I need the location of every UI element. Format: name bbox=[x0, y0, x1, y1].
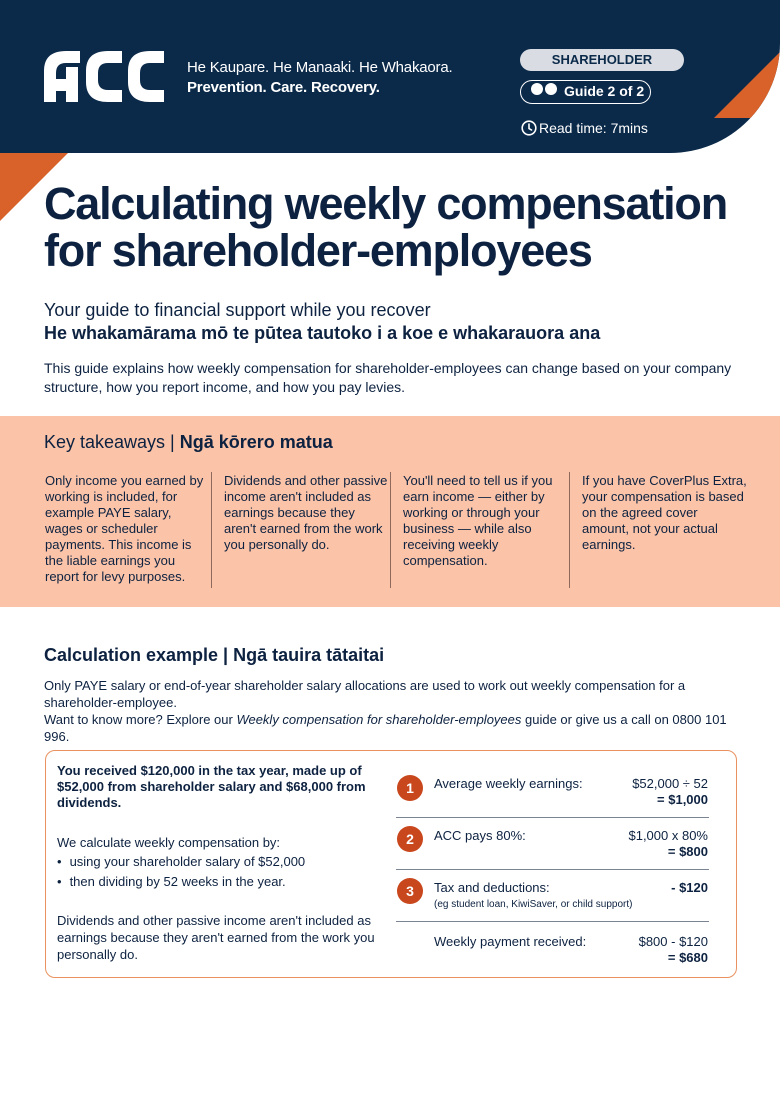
step-number: 3 bbox=[397, 878, 423, 904]
calculation-heading: Calculation example | Ngā tauira tātaitai bbox=[44, 645, 385, 665]
takeaway-item: You'll need to tell us if you earn income — either by working or through your business — while also receiving weekly compensation. bbox=[403, 473, 553, 568]
step-label: Average weekly earnings: bbox=[434, 776, 583, 791]
total-result: = $680 bbox=[667, 950, 708, 965]
tagline bbox=[187, 58, 452, 98]
read-time bbox=[521, 119, 648, 137]
guide-link[interactable]: Weekly compensation for shareholder-employees bbox=[236, 712, 522, 727]
method-bullet: • then dividing by 52 weeks in the year. bbox=[57, 873, 286, 890]
method-bullet: • using your shareholder salary of $52,000 bbox=[57, 853, 305, 870]
tagline-maori: He Kaupare. He Manaaki. He Whakaora. bbox=[187, 59, 453, 76]
clock-icon bbox=[521, 120, 537, 136]
step-calc: $52,000 ÷ 52 bbox=[632, 776, 708, 791]
total-calc: $800 - $120 bbox=[638, 934, 708, 949]
key-takeaways-heading: Key takeaways | Ngā kōrero matua bbox=[44, 432, 333, 452]
calculation-example-box bbox=[45, 750, 737, 978]
page-subtitle: Your guide to financial support while you recover bbox=[44, 300, 431, 320]
step-result: = $1,000 bbox=[657, 792, 708, 807]
example-lead: You received $120,000 in the tax year, made up of $52,000 from shareholder salary and $68,000 from dividends. bbox=[57, 763, 366, 810]
more-info-paragraph: Want to know more? Explore our Weekly compensation for shareholder-employees guide or give us a call on 0800 101 996. bbox=[44, 712, 727, 744]
total-label: Weekly payment received: bbox=[434, 934, 587, 949]
takeaway-item: Dividends and other passive income aren't included as earnings because they aren't earned from the work you personally do. bbox=[224, 473, 388, 552]
takeaway-item: Only income you earned by working is included, for example PAYE salary, wages or scheduler payments. This income is the liable earnings you report for levy purposes. bbox=[45, 473, 204, 584]
intro-paragraph: This guide explains how weekly compensation for shareholder-employees can change based on your company structure, how you report income, and how you pay levies. bbox=[44, 360, 732, 395]
takeaway-divider bbox=[390, 472, 391, 588]
step-divider bbox=[396, 921, 709, 922]
page-header bbox=[0, 0, 780, 153]
guide-badge-label: Guide 2 of 2 bbox=[564, 83, 645, 99]
guide-badge bbox=[520, 80, 651, 104]
header-accent-triangle bbox=[714, 52, 780, 118]
dividends-note: Dividends and other passive income aren't included as earnings because they aren't earned from the work you personally do. bbox=[57, 913, 375, 962]
read-time-label: Read time: 7mins bbox=[539, 120, 648, 136]
step-number: 1 bbox=[397, 775, 423, 801]
step-result: - $120 bbox=[671, 880, 708, 895]
calculation-intro bbox=[44, 677, 744, 745]
takeaway-divider bbox=[569, 472, 570, 588]
tagline-english: Prevention. Care. Recovery. bbox=[187, 79, 380, 96]
step-note: (eg student loan, KiwiSaver, or child support) bbox=[434, 899, 633, 910]
step-calc: $1,000 x 80% bbox=[628, 828, 708, 843]
step-number: 2 bbox=[397, 826, 423, 852]
acc-logo-icon bbox=[44, 49, 166, 107]
audience-badge: SHAREHOLDER bbox=[520, 49, 684, 71]
step-label: Tax and deductions: bbox=[434, 880, 550, 895]
page-subtitle-maori: He whakamārama mō te pūtea tautoko i a koe e whakarauora ana bbox=[44, 323, 601, 343]
step-result: = $800 bbox=[667, 844, 708, 859]
step-divider bbox=[396, 869, 709, 870]
step-label: ACC pays 80%: bbox=[434, 828, 526, 843]
takeaway-divider bbox=[211, 472, 212, 588]
step-divider bbox=[396, 817, 709, 818]
key-takeaways-section bbox=[0, 416, 780, 607]
takeaway-item: If you have CoverPlus Extra, your compensation is based on the agreed cover amount, not your actual earnings. bbox=[582, 473, 747, 552]
method-intro: We calculate weekly compensation by: bbox=[57, 835, 281, 850]
progress-dots-icon bbox=[531, 80, 559, 101]
calculation-paragraph: Only PAYE salary or end-of-year shareholder salary allocations are used to work out weekly compensation for a shareholder-employee. bbox=[44, 678, 686, 710]
page-title: Calculating weekly compensation for shareholder-employees bbox=[44, 178, 727, 276]
